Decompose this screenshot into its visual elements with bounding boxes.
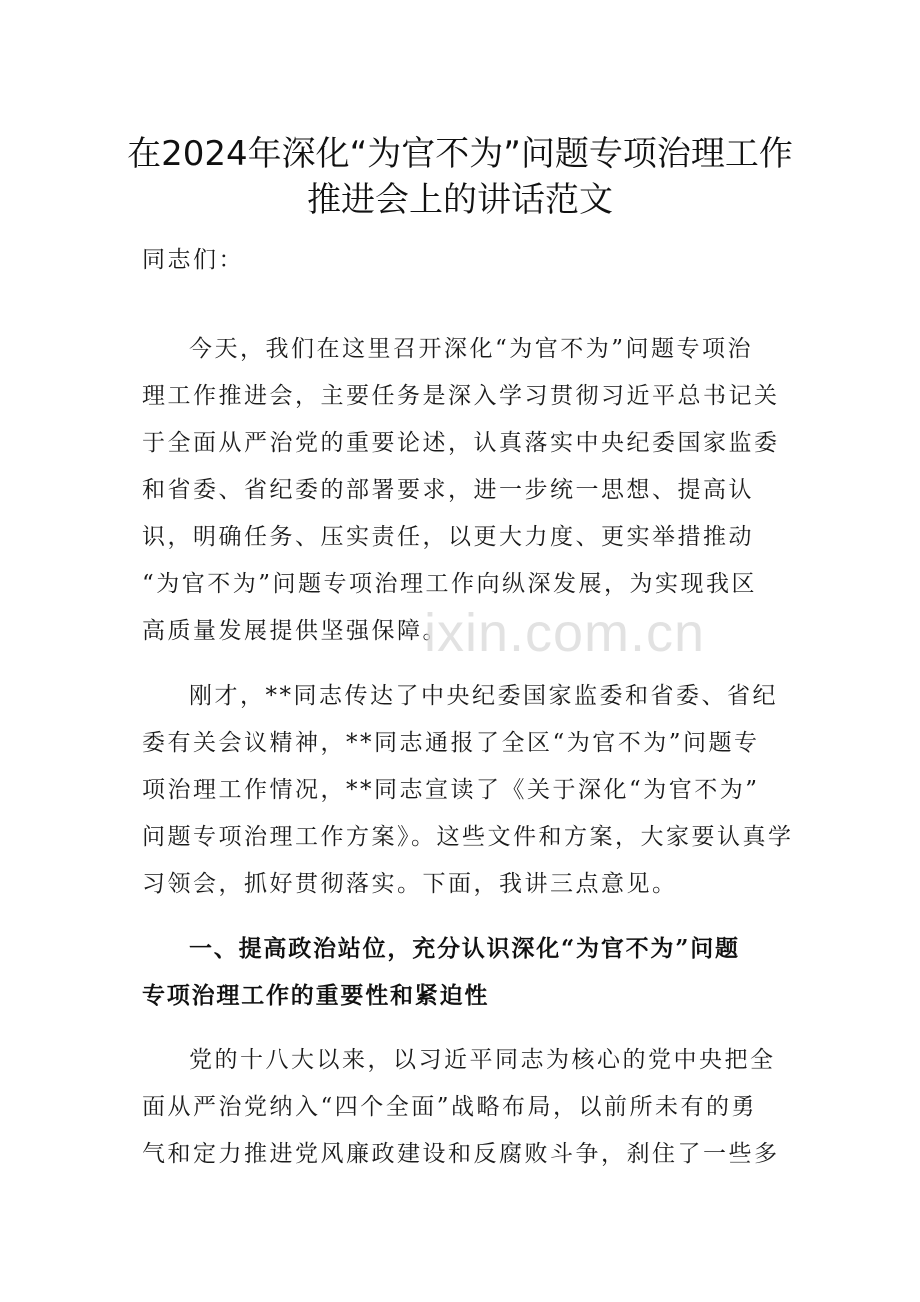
section-heading-line-2: 专项治理工作的重要性和紧迫性 xyxy=(142,982,490,1009)
salutation: 同志们： xyxy=(142,247,244,273)
body-line-3: 于全面从严治党的重要论述，认真落实中央纪委国家监委 xyxy=(142,430,780,456)
body-line-10: 项治理工作情况，**同志宣读了《关于深化“为官不为” xyxy=(142,777,760,803)
document-title-line-2: 推进会上的讲话范文 xyxy=(307,180,613,220)
body-line-7: 高质量发展提供坚强保障。 xyxy=(142,618,448,644)
body-line-1: 今天，我们在这里召开深化“为官不为”问题专项治 xyxy=(189,336,754,362)
body-line-15: 气和定力推进党风廉政建设和反腐败斗争，刹住了一些多 xyxy=(142,1141,780,1167)
body-line-12: 习领会，抓好贯彻落实。下面，我讲三点意见。 xyxy=(142,871,678,897)
watermark: ixin.com.cn xyxy=(424,603,706,663)
body-line-11: 问题专项治理工作方案》。这些文件和方案，大家要认真学 xyxy=(142,824,794,850)
section-heading-line-1: 一、提高政治站位，充分认识深化“为官不为”问题 xyxy=(189,935,740,962)
document-title-line-1: 在2024年深化“为官不为”问题专项治理工作 xyxy=(127,134,793,174)
body-line-9: 委有关会议精神，**同志通报了全区“为官不为”问题专 xyxy=(142,730,760,756)
body-line-6: “为官不为”问题专项治理工作向纵深发展，为实现我区 xyxy=(142,571,758,597)
body-line-13: 党的十八大以来，以习近平同志为核心的党中央把全 xyxy=(189,1047,776,1073)
body-line-14: 面从严治党纳入“四个全面”战略布局，以前所未有的勇 xyxy=(142,1094,758,1120)
body-line-5: 识，明确任务、压实责任，以更大力度、更实举措推动 xyxy=(142,524,754,550)
body-line-8: 刚才，**同志传达了中央纪委国家监委和省委、省纪 xyxy=(189,683,778,709)
body-line-2: 理工作推进会，主要任务是深入学习贯彻习近平总书记关 xyxy=(142,383,780,409)
body-line-4: 和省委、省纪委的部署要求，进一步统一思想、提高认 xyxy=(142,477,754,503)
